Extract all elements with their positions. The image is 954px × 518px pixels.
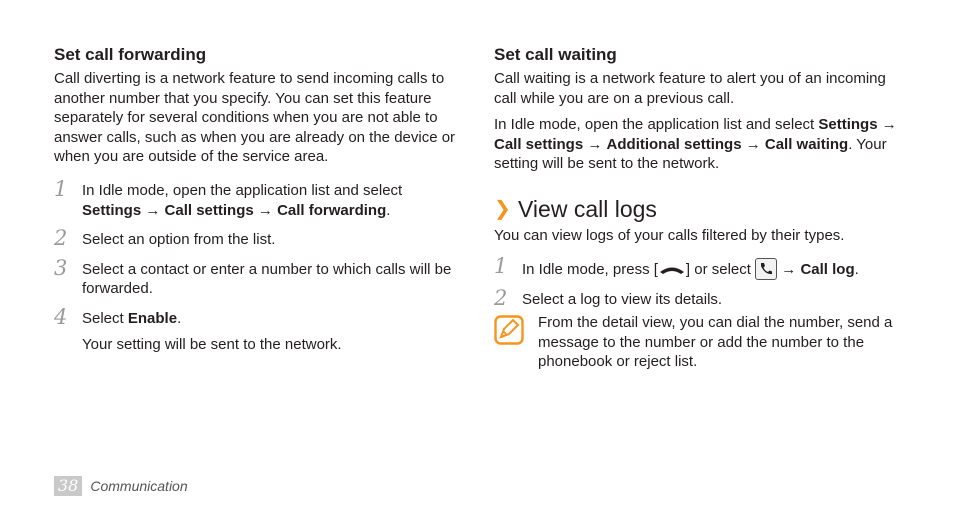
instruction-text: In Idle mode, open the application list and select	[494, 116, 815, 134]
step-text: Select	[82, 309, 124, 327]
call-logs-intro: You can view logs of your calls filtered by their types.	[494, 226, 845, 244]
arrow: →	[257, 201, 273, 219]
instruction-text: . Your setting will be sent to the network.	[494, 135, 887, 173]
arrow: →	[145, 201, 161, 219]
right-column	[494, 44, 904, 372]
step-2	[54, 226, 464, 251]
arrow: →	[587, 135, 603, 153]
note	[494, 313, 904, 372]
menu-path-call-forwarding: Call forwarding	[277, 201, 387, 219]
call-forwarding-intro: Call diverting is a network feature to send incoming calls to another number that you specify. You can set this feature separately for several conditions when you are not able to answer calls, such as when you are already on the device or when you are outside of the service area.	[54, 70, 456, 166]
menu-path-settings: Settings	[818, 116, 878, 134]
step-number: 1	[54, 176, 68, 201]
view-call-logs-section-header	[494, 196, 904, 222]
step-text: In Idle mode, press [	[522, 260, 658, 278]
menu-path-additional-settings: Additional settings	[606, 135, 742, 153]
chevron-right-icon: ❯	[494, 197, 511, 220]
note-pencil-icon	[494, 315, 524, 345]
step-text: Select an option from the list.	[82, 231, 276, 249]
step-4	[54, 304, 464, 329]
enable-option: Enable	[127, 309, 178, 327]
step-3	[54, 255, 464, 299]
period: .	[177, 309, 182, 327]
menu-path-call-settings: Call settings	[494, 135, 584, 153]
step-text: Select a log to view its details.	[522, 290, 723, 308]
call-log-option: Call log	[800, 260, 855, 278]
note-text: From the detail view, you can dial the number, send a message to the number or add the number to the phonebook or reject list.	[538, 314, 893, 371]
call-forwarding-steps	[54, 176, 464, 354]
menu-path-settings: Settings	[82, 201, 142, 219]
menu-path-call-waiting: Call waiting	[764, 135, 849, 153]
page-number: 38	[54, 476, 82, 496]
set-call-waiting-heading: Set call waiting	[494, 45, 617, 64]
step-number: 2	[494, 285, 508, 310]
view-call-logs-title: View call logs	[518, 195, 657, 222]
menu-path-call-settings: Call settings	[164, 201, 254, 219]
step-number: 1	[494, 253, 508, 278]
set-call-forwarding-heading: Set call forwarding	[54, 45, 207, 64]
period: .	[854, 260, 859, 278]
step-4-result: Your setting will be sent to the network.	[82, 335, 342, 353]
step-number: 2	[54, 226, 68, 251]
step-number: 4	[54, 304, 68, 329]
step-text: ] or select	[685, 260, 751, 278]
step-number: 3	[54, 255, 68, 280]
arrow: →	[881, 116, 897, 134]
arrow: →	[745, 135, 761, 153]
step-1	[494, 253, 904, 280]
left-column	[54, 44, 464, 354]
phone-app-icon	[755, 258, 777, 280]
arrow: →	[781, 260, 797, 278]
call-log-steps	[494, 253, 904, 310]
page-footer	[54, 476, 188, 496]
step-2	[494, 285, 904, 310]
chapter-name: Communication	[90, 478, 188, 494]
call-waiting-instructions	[494, 115, 904, 174]
period: .	[386, 201, 391, 219]
step-text: In Idle mode, open the application list and select	[82, 181, 403, 199]
step-text: Select a contact or enter a number to which calls will be forwarded.	[82, 260, 452, 298]
end-call-key-icon	[658, 264, 686, 276]
step-1	[54, 176, 464, 220]
call-waiting-intro: Call waiting is a network feature to alert you of an incoming call while you are on a previous call.	[494, 70, 886, 107]
